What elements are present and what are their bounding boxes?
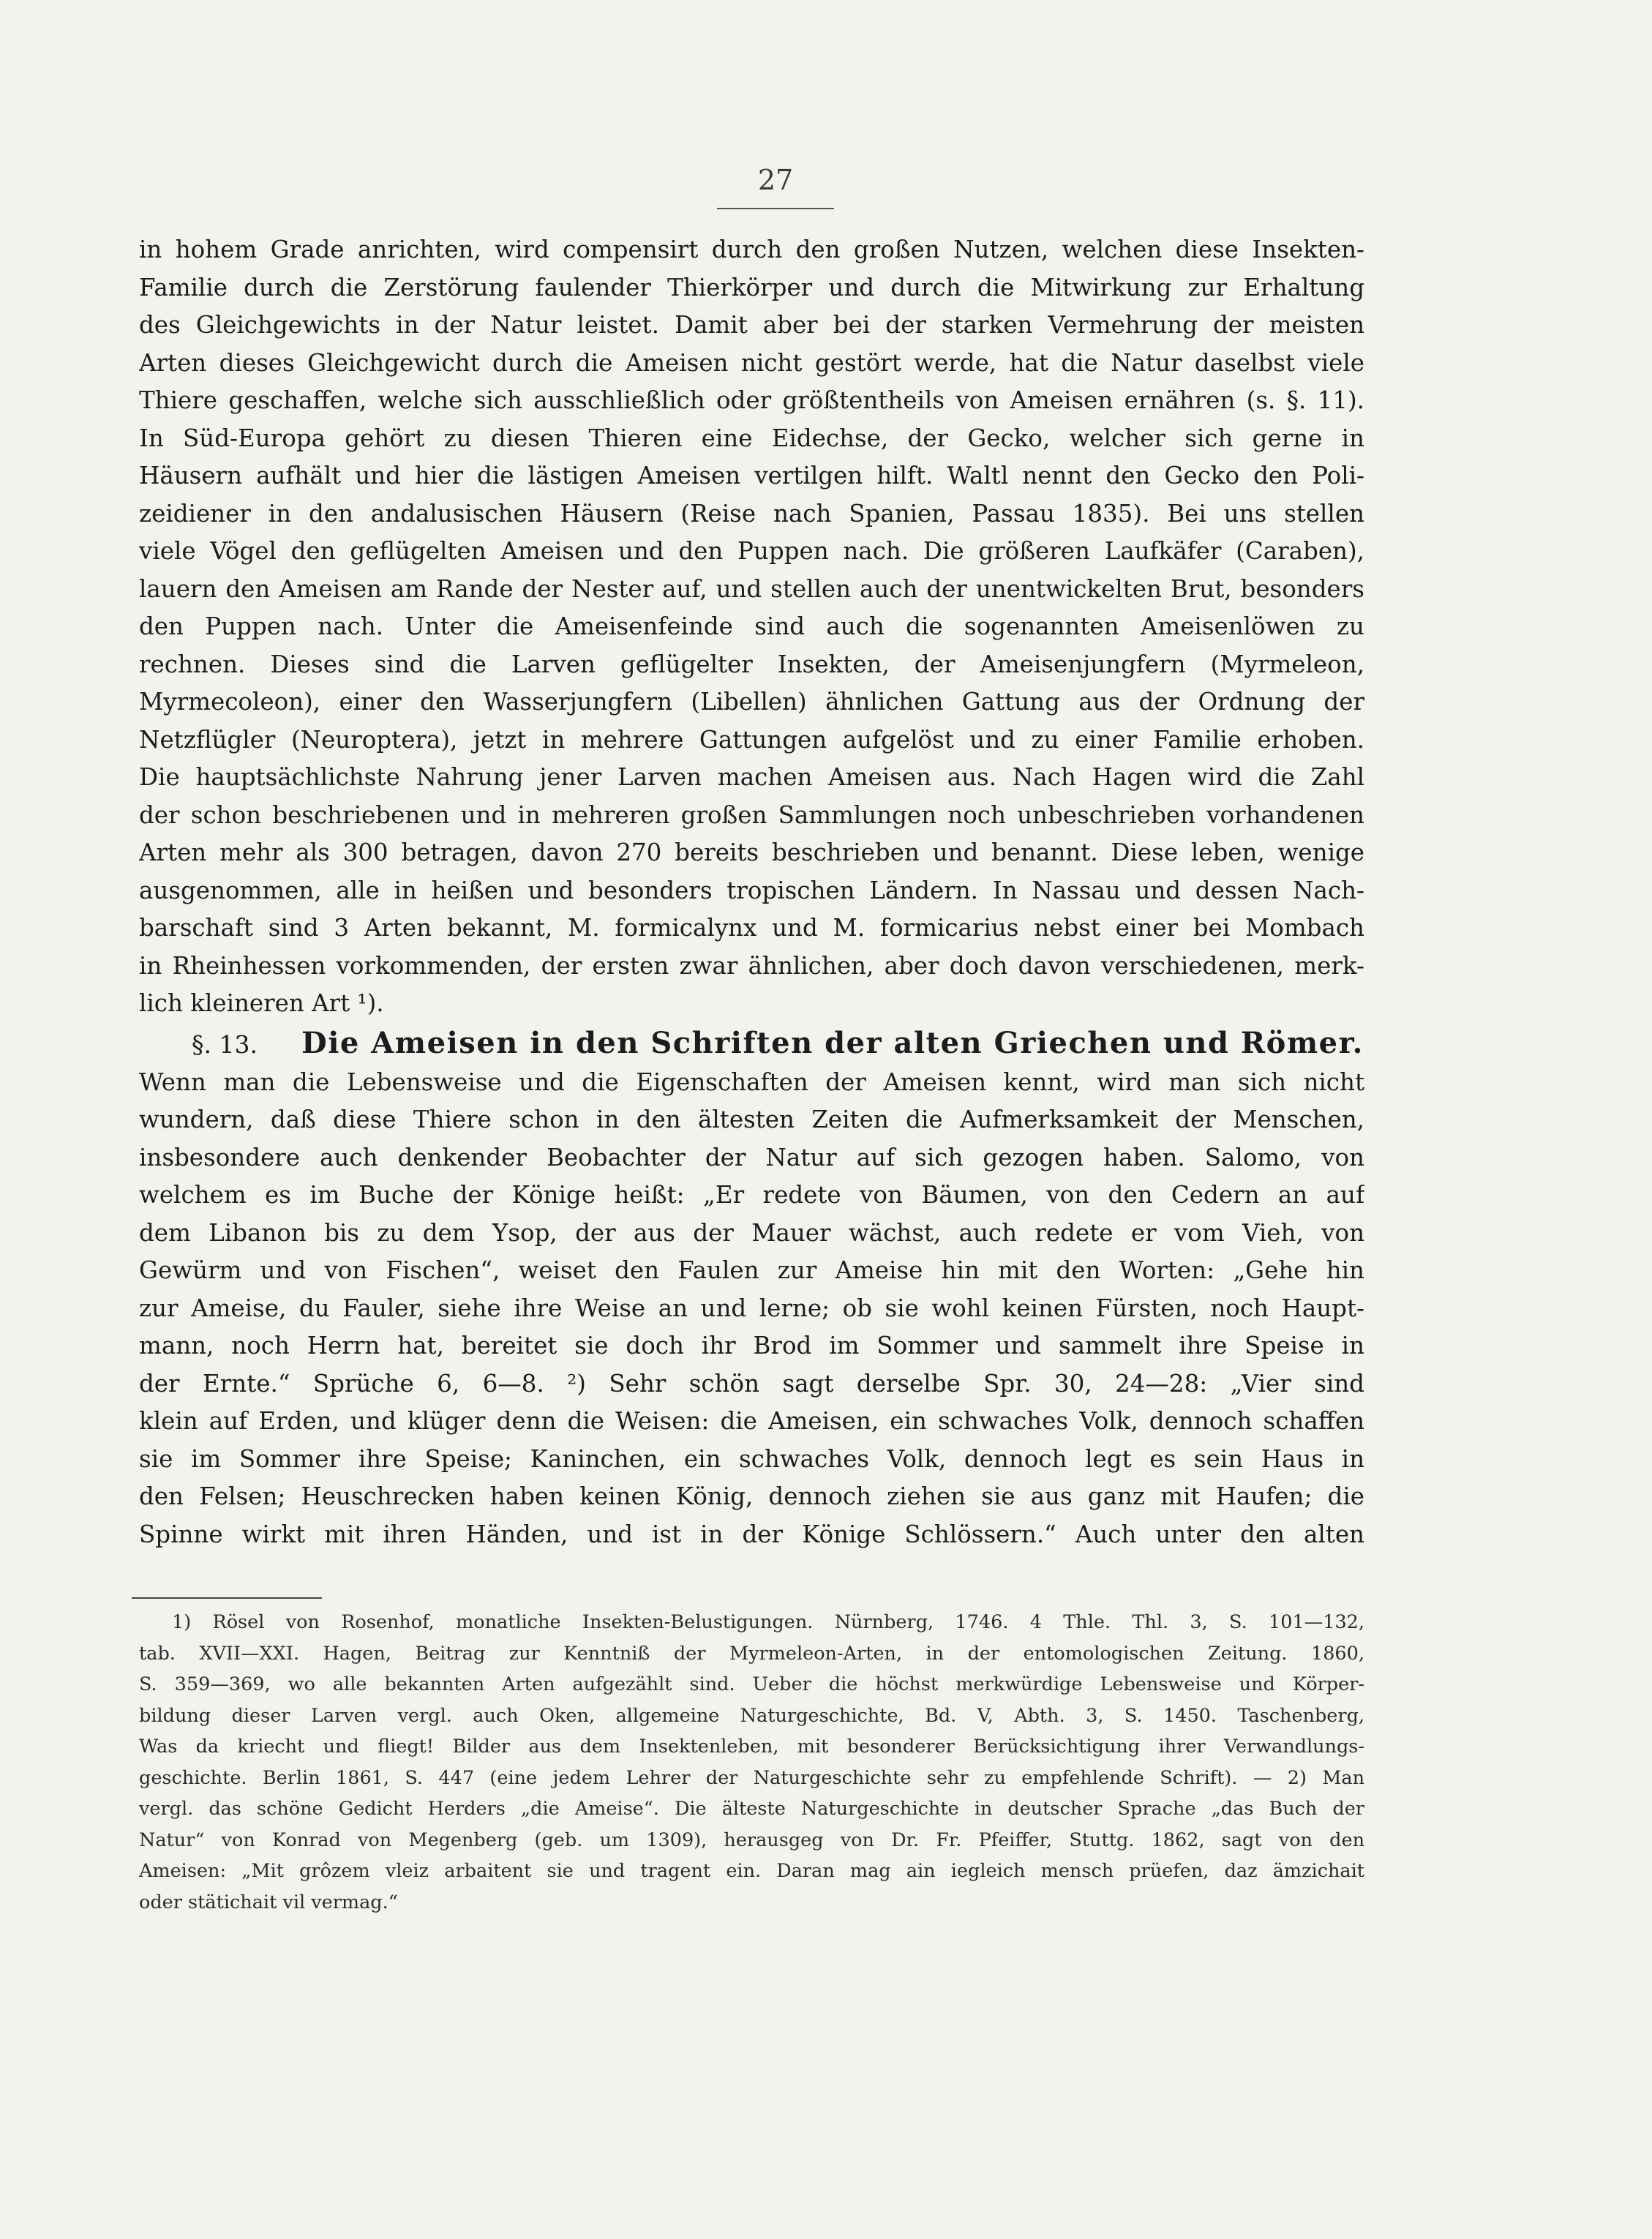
section-number: §. 13. (192, 1030, 258, 1059)
text-line: der schon beschriebenen und in mehreren großen Sammlungen noch unbeschrieben vorhandenen (139, 800, 1364, 829)
text-line: zeidiener in den andalusischen Häusern (Reise nach Spanien, Passau 1835). Bei uns stellen (139, 499, 1364, 528)
footnote-line: geschichte. Berlin 1861, S. 447 (eine jedem Lehrer der Naturgeschichte sehr zu empfehlende Schrift). — 2) Man (139, 1766, 1364, 1789)
footnote-line: tab. XVII—XXI. Hagen, Beitrag zur Kenntniß der Myrmeleon-Arten, in der entomologischen Zeitung. 1860, (139, 1642, 1364, 1665)
text-line: des Gleichgewichts in der Natur leistet. Damit aber bei der starken Vermehrung der meisten (139, 311, 1364, 339)
text-line: Thiere geschaffen, welche sich ausschließlich oder größtentheils von Ameisen ernähren (s. §. 11). (139, 386, 1364, 414)
text-line: lauern den Ameisen am Rande der Nester auf, und stellen auch der unentwickelten Brut, besonders (139, 574, 1364, 603)
footnote-line: Was da kriecht und fliegt! Bilder aus dem Insektenleben, mit besonderer Berücksichtigung ihrer Verwandlungs- (139, 1736, 1364, 1758)
text-line: der Ernte.“ Sprüche 6, 6—8. ²) Sehr schön sagt derselbe Spr. 30, 24—28: „Vier sind (139, 1369, 1364, 1398)
text-line: wundern, daß diese Thiere schon in den ältesten Zeiten die Aufmerksamkeit der Menschen, (139, 1106, 1364, 1133)
text-line: den Puppen nach. Unter die Ameisenfeinde sind auch die sogenannten Ameisenlöwen zu (139, 612, 1364, 640)
footnote-line: 1) Rösel von Rosenhof, monatliche Insekten-Belustigungen. Nürnberg, 1746. 4 Thle. Thl. 3, S. 101—132, (172, 1611, 1364, 1633)
text-line: Arten mehr als 300 betragen, davon 270 bereits beschrieben und benannt. Diese leben, wenige (139, 839, 1364, 866)
section-heading (139, 1023, 1364, 1064)
footnote-line: Natur“ von Konrad von Megenberg (geb. um 1309), herausgeg von Dr. Fr. Pfeiffer, Stuttg. 1862, sagt von den (139, 1829, 1364, 1851)
text-line: barschaft sind 3 Arten bekannt, M. formicalynx und M. formicarius nebst einer bei Mombach (139, 914, 1364, 942)
text-line: sie im Sommer ihre Speise; Kaninchen, ein schwaches Volk, dennoch legt es sein Haus in (139, 1444, 1364, 1473)
text-line: Arten dieses Gleichgewicht durch die Ameisen nicht gestört werde, hat die Natur daselbst viele (139, 348, 1364, 377)
footnote-line: vergl. das schöne Gedicht Herders „die Ameise“. Die älteste Naturgeschichte in deutscher Sprache „das Buch der (139, 1798, 1364, 1820)
text-line: Die hauptsächlichste Nahrung jener Larven machen Ameisen aus. Nach Hagen wird die Zahl (139, 763, 1364, 791)
section-title: Die Ameisen in den Schriften der alten Griechen und Römer. (301, 1025, 1364, 1060)
text-line: Häusern aufhält und hier die lästigen Ameisen vertilgen hilft. Waltl nennt den Gecko den Poli- (139, 462, 1364, 490)
footnote-line: Ameisen: „Mit grôzem vleiz arbaitent sie und tragent ein. Daran mag ain iegleich mensch prüefen, daz ämzichait (139, 1860, 1364, 1882)
text-line: Myrmecoleon), einer den Wasserjungfern (Libellen) ähnlichen Gattung aus der Ordnung der (139, 688, 1364, 716)
text-line: insbesondere auch denkender Beobachter der Natur auf sich gezogen haben. Salomo, von (139, 1143, 1364, 1171)
text-line: lich kleineren Art ¹). (139, 989, 384, 1017)
footnote-line: oder stätichait vil vermag.“ (139, 1891, 398, 1913)
text-line: in Rheinhessen vorkommenden, der ersten zwar ähnlichen, aber doch davon verschiedenen, merk- (139, 951, 1364, 980)
paragraph-ant-enemies (139, 231, 1364, 1023)
text-line: in hohem Grade anrichten, wird compensirt durch den großen Nutzen, welchen diese Insekten- (139, 236, 1364, 263)
text-line: dem Libanon bis zu dem Ysop, der aus der Mauer wächst, auch redete er vom Vieh, von (139, 1218, 1364, 1247)
page-number: 27 (757, 164, 794, 196)
text-line: rechnen. Dieses sind die Larven geflügelter Insekten, der Ameisenjungfern (Myrmeleon, (139, 650, 1364, 678)
text-line: den Felsen; Heuschrecken haben keinen König, dennoch ziehen sie aus ganz mit Haufen; die (139, 1482, 1364, 1510)
footnote-rule (132, 1597, 322, 1599)
paragraph-ancient-writings (139, 1064, 1364, 1554)
text-line: ausgenommen, alle in heißen und besonders tropischen Ländern. In Nassau und dessen Nach- (139, 876, 1364, 904)
header-rule (717, 208, 834, 209)
footnote-line: bildung dieser Larven vergl. auch Oken, allgemeine Naturgeschichte, Bd. V, Abth. 3, S. 1450. Taschenberg, (139, 1704, 1364, 1727)
text-line: Spinne wirkt mit ihren Händen, und ist in der Könige Schlössern.“ Auch unter den alten (139, 1520, 1364, 1548)
body-text (139, 231, 1364, 1553)
text-line: Familie durch die Zerstörung faulender Thierkörper und durch die Mitwirkung zur Erhaltung (139, 273, 1364, 301)
footnotes (139, 1607, 1364, 1918)
text-line: Gewürm und von Fischen“, weiset den Faulen zur Ameise hin mit den Worten: „Gehe hin (139, 1256, 1364, 1284)
footnote-line: S. 359—369, wo alle bekannten Arten aufgezählt sind. Ueber die höchst merkwürdige Lebensweise und Körper- (139, 1673, 1364, 1695)
text-line: welchem es im Buche der Könige heißt: „Er redete von Bäumen, von den Cedern an auf (139, 1181, 1364, 1209)
text-line: Netzflügler (Neuroptera), jetzt in mehrere Gattungen aufgelöst und zu einer Familie erhoben. (139, 725, 1364, 754)
text-line: viele Vögel den geflügelten Ameisen und den Puppen nach. Die größeren Laufkäfer (Caraben), (139, 537, 1364, 565)
text-line: zur Ameise, du Fauler, siehe ihre Weise an und lerne; ob sie wohl keinen Fürsten, noch Haupt- (139, 1294, 1364, 1322)
text-line: Wenn man die Lebensweise und die Eigenschaften der Ameisen kennt, wird man sich nicht (139, 1068, 1364, 1096)
text-line: In Süd-Europa gehört zu diesen Thieren eine Eidechse, der Gecko, welcher sich gerne in (139, 424, 1364, 452)
text-line: mann, noch Herrn hat, bereitet sie doch ihr Brod im Sommer und sammelt ihre Speise in (139, 1332, 1364, 1359)
text-line: klein auf Erden, und klüger denn die Weisen: die Ameisen, ein schwaches Volk, dennoch schaffen (139, 1407, 1364, 1435)
